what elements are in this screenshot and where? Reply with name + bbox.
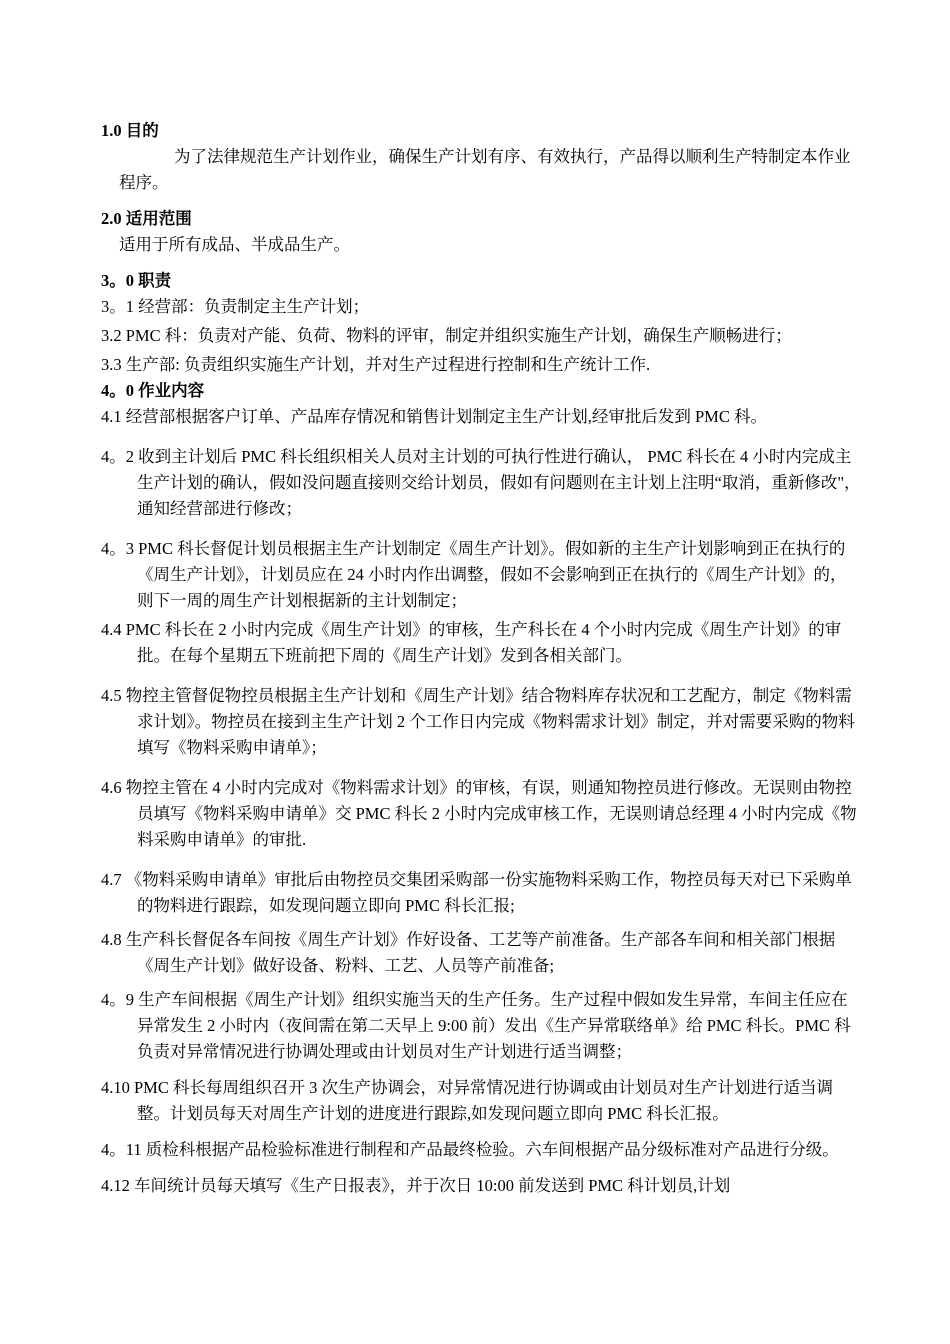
procedure-item: 4.6 物控主管在 4 小时内完成对《物料需求计划》的审核，有误，则通知物控员进行修改。无误则由物控员填写《物料采购申请单》交 PMC 科长 2 小时内完成审核工作，无误则请总经理 4 小时内完成《物料采购申请单》的审批. [101, 778, 857, 849]
procedure-item: 4.1 经营部根据客户订单、产品库存情况和销售计划制定主生产计划,经审批后发到 PMC 科。 [101, 407, 767, 426]
procedure-item: 4.8 生产科长督促各车间按《周生产计划》作好设备、工艺等产前准备。生产部各车间和相关部门根据《周生产计划》做好设备、粉料、工艺、人员等产前准备; [101, 930, 836, 975]
section-heading-scope: 2.0 适用范围 [101, 209, 192, 228]
procedure-item: 4.10 PMC 科长每周组织召开 3 次生产协调会，对异常情况进行协调或由计划员对生产计划进行适当调整。计划员每天对周生产计划的进度进行跟踪,如发现问题立即向 PMC 科长汇报。 [101, 1078, 833, 1123]
document-body [101, 118, 861, 1199]
procedure-item: 4.4 PMC 科长在 2 小时内完成《周生产计划》的审核，生产科长在 4 个小时内完成《周生产计划》的审批。在每个星期五下班前把下周的《周生产计划》发到各相关部门。 [101, 620, 842, 665]
procedure-item: 4.12 车间统计员每天填写《生产日报表》，并于次日 10:00 前发送到 PMC 科计划员,计划 [101, 1176, 731, 1195]
responsibility-item: 3.2 PMC 科：负责对产能、负荷、物料的评审，制定并组织实施生产计划，确保生产顺畅进行； [101, 326, 792, 345]
procedure-item: 4.5 物控主管督促物控员根据主生产计划和《周生产计划》结合物料库存状况和工艺配方，制定《物料需求计划》。物控员在接到主生产计划 2 个工作日内完成《物料需求计划》制定，并对需要采购的物料填写《物料采购申请单》； [101, 686, 855, 757]
procedure-item: 4.7 《物料采购申请单》审批后由物控员交集团采购部一份实施物料采购工作，物控员每天对已下采购单的物料进行跟踪，如发现问题立即向 PMC 科长汇报; [101, 870, 852, 915]
responsibility-item: 3。1 经营部：负责制定主生产计划； [101, 297, 370, 316]
section-heading-procedure: 4。0 作业内容 [101, 381, 205, 400]
responsibility-item: 3.3 生产部: 负责组织实施生产计划，并对生产过程进行控制和生产统计工作. [101, 355, 651, 374]
section-heading-purpose: 1.0 目的 [101, 121, 159, 140]
procedure-item: 4。2 收到主计划后 PMC 科长组织相关人员对主计划的可执行性进行确认， PMC 科长在 4 小时内完成主生产计划的确认，假如没问题直接则交给计划员，假如有问题则在主计划上注明“取消，重新修改"，通知经营部进行修改； [101, 447, 861, 518]
procedure-item: 4。9 生产车间根据《周生产计划》组织实施当天的生产任务。生产过程中假如发生异常，车间主任应在异常发生 2 小时内（夜间需在第二天早上 9:00 前）发出《生产异常联络单》给 PMC 科长。PMC 科负责对异常情况进行协调处理或由计划员对生产计划进行适当调整； [101, 990, 851, 1061]
purpose-paragraph: 为了法律规范生产计划作业，确保生产计划有序、有效执行，产品得以顺利生产特制定本作业程序。 [119, 147, 851, 192]
procedure-item: 4。11 质检科根据产品检验标准进行制程和产品最终检验。六车间根据产品分级标准对产品进行分级。 [101, 1140, 839, 1159]
section-heading-responsibilities: 3。0 职责 [101, 271, 172, 290]
procedure-item: 4。3 PMC 科长督促计划员根据主生产计划制定《周生产计划》。假如新的主生产计划影响到正在执行的《周生产计划》，计划员应在 24 小时内作出调整，假如不会影响到正在执行的《周生产计划》的，则下一周的周生产计划根据新的主计划制定； [101, 539, 847, 610]
scope-paragraph: 适用于所有成品、半成品生产。 [119, 235, 350, 254]
